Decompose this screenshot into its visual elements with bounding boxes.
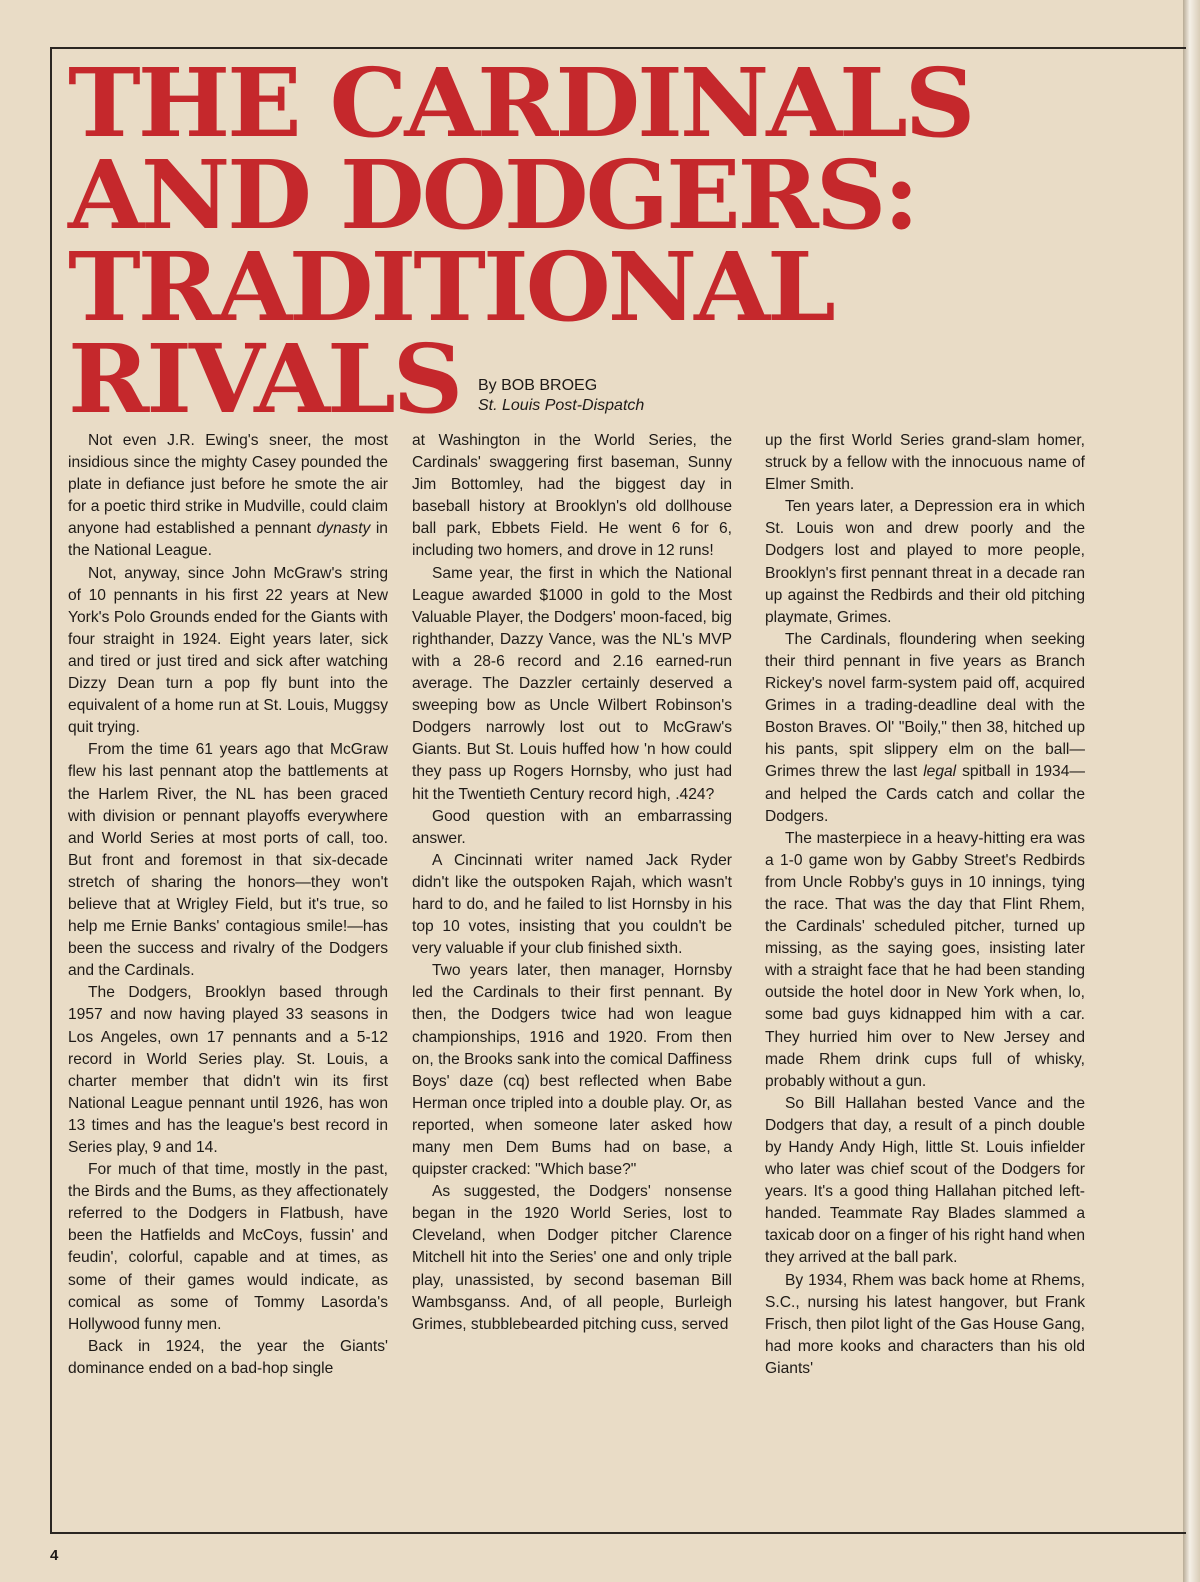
byline <box>478 376 644 416</box>
paragraph: Two years later, then manager, Hornsby led the Cardinals to their first pennant. By then, the Dodgers twice had won league championships, 1916 and 1920. From then on, the Brooks sank into the comical Daffiness Boys' daze (cq) best reflected when Babe Herman once tripled into a double play. Or, as reported, when someone later asked how many men Dem Bums had on base, a quipster cracked: "Which base?" <box>412 962 732 1179</box>
byline-publication: St. Louis Post-Dispatch <box>478 397 645 414</box>
headline-line-4: RIVALS <box>68 324 461 435</box>
headline-line-3: TRADITIONAL <box>68 232 833 343</box>
paragraph: Ten years later, a Depression era in which St. Louis won and drew poorly and the Dodgers lost and played to more people, Brooklyn's first pennant threat in a decade ran up against the Redbirds and their old pitching playmate, Grimes. <box>765 498 1085 626</box>
headline-line-2: AND DODGERS: <box>68 140 917 251</box>
paragraph: Not even J.R. Ewing's sneer, the most insidious since the mighty Casey pounded the plate in defiance just before he smote the air for a poetic third strike in Mudville, could claim anyone had established a pennant dynasty in the National League. <box>68 432 388 560</box>
paragraph: Good question with an embarrassing answer. <box>412 807 732 847</box>
paragraph: up the first World Series grand-slam homer, struck by a fellow with the innocuous name of Elmer Smith. <box>765 432 1085 494</box>
headline-line-1: THE CARDINALS <box>68 48 973 159</box>
paragraph: at Washington in the World Series, the Cardinals' swaggering first baseman, Sunny Jim Bottomley, had the biggest day in baseball history at Brooklyn's old dollhouse ball park, Ebbets Field. He went 6 for 6, including two homers, and drove in 12 runs! <box>412 432 732 560</box>
headline <box>68 48 973 435</box>
paragraph: For much of that time, mostly in the past, the Birds and the Bums, as they affectionately referred to the Dodgers in Flatbush, have been the Hatfields and McCoys, fussin' and feudin', colorful, capable and at times, as some of their games would indicate, as comical as some of Tommy Lasorda's Hollywood funny men. <box>68 1161 388 1333</box>
paragraph: Back in 1924, the year the Giants' dominance ended on a bad-hop single <box>68 1337 388 1377</box>
paragraph: The masterpiece in a heavy-hitting era was a 1-0 game won by Gabby Street's Redbirds from Uncle Robby's guys in 10 innings, tying the race. That was the day that Flint Rhem, the Cardinals' scheduled pitcher, turned up missing, as the saying goes, insisting later with a straight face that he had been standing outside the hotel door in New York when, lo, some bad guys kidnapped him with a car. They hurried him over to New Jersey and made Rhem drink cups full of whisky, probably without a gun. <box>765 829 1085 1090</box>
byline-author: By BOB BROEG <box>478 377 598 394</box>
paragraph: The Cardinals, floundering when seeking their third pennant in five years as Branch Rickey's novel farm-system paid off, acquired Grimes in a trading-deadline deal with the Boston Braves. Ol' "Boily," then 38, hitched up his pants, spit slippery elm on the ball—Grimes threw the last legal spitball in 1934—and helped the Cards catch and collar the Dodgers. <box>765 630 1085 825</box>
paragraph: As suggested, the Dodgers' nonsense began in the 1920 World Series, lost to Cleveland, when Dodger pitcher Clarence Mitchell hit into the Series' one and only triple play, unassisted, by second baseman Bill Wambsganss. And, of all people, Burleigh Grimes, stubblebearded pitching cuss, served <box>412 1183 732 1333</box>
paragraph: A Cincinnati writer named Jack Ryder didn't like the outspoken Rajah, which wasn't hard to do, and he failed to list Hornsby in his top 10 votes, insisting that you couldn't be very valuable if your club finished sixth. <box>412 851 732 958</box>
article-column-1 <box>68 430 388 1380</box>
paragraph: By 1934, Rhem was back home at Rhems, S.C., nursing his latest hangover, but Frank Frisch, then pilot light of the Gas House Gang, had more kooks and characters than his old Giants' <box>765 1271 1085 1377</box>
paragraph: Not, anyway, since John McGraw's string of 10 pennants in his first 22 years at New York's Polo Grounds ended for the Giants with four straight in 1924. Eight years later, sick and tired or just tired and sick after watching Dizzy Dean turn a pop fly bunt into the equivalent of a home run at St. Louis, Muggsy quit trying. <box>68 564 388 737</box>
paragraph: So Bill Hallahan bested Vance and the Dodgers that day, a result of a pinch double by Handy Andy High, little St. Louis infielder who later was chief scout of the Dodgers for years. It's a good thing Hallahan pitched left-handed. Teammate Ray Blades slammed a taxicab door on a finger of his right hand when they arrived at the ball park. <box>765 1094 1085 1267</box>
article-column-2 <box>412 430 732 1336</box>
article-column-3 <box>765 430 1085 1380</box>
paragraph: From the time 61 years ago that McGraw flew his last pennant atop the battlements at the Harlem River, the NL has been graced with division or pennant playoffs everywhere and World Series at most ports of call, too. But front and foremost in that six-decade stretch of sharing the honors—they won't believe that at Wrigley Field, but it's true, so help me Ernie Banks' contagious smile!—has been the success and rivalry of the Dodgers and the Cardinals. <box>68 741 388 980</box>
paragraph: Same year, the first in which the National League awarded $1000 in gold to the Most Valuable Player, the Dodgers' moon-faced, big righthander, Dazzy Vance, was the NL's MVP with a 28-6 record and 2.16 earned-run average. The Dazzler certainly deserved a sweeping bow as Uncle Wilbert Robinson's Dodgers narrowly lost out to McGraw's Giants. But St. Louis huffed how 'n how could they pass up Rogers Hornsby, who just had hit the Twentieth Century record high, .424? <box>412 564 732 803</box>
page-number: 4 <box>50 1547 59 1564</box>
paragraph: The Dodgers, Brooklyn based through 1957 and now having played 33 seasons in Los Angeles, own 17 pennants and a 5-12 record in World Series play. St. Louis, a charter member that didn't win its first National League pennant until 1926, has won 13 times and has the league's best record in Series play, 9 and 14. <box>68 984 388 1156</box>
